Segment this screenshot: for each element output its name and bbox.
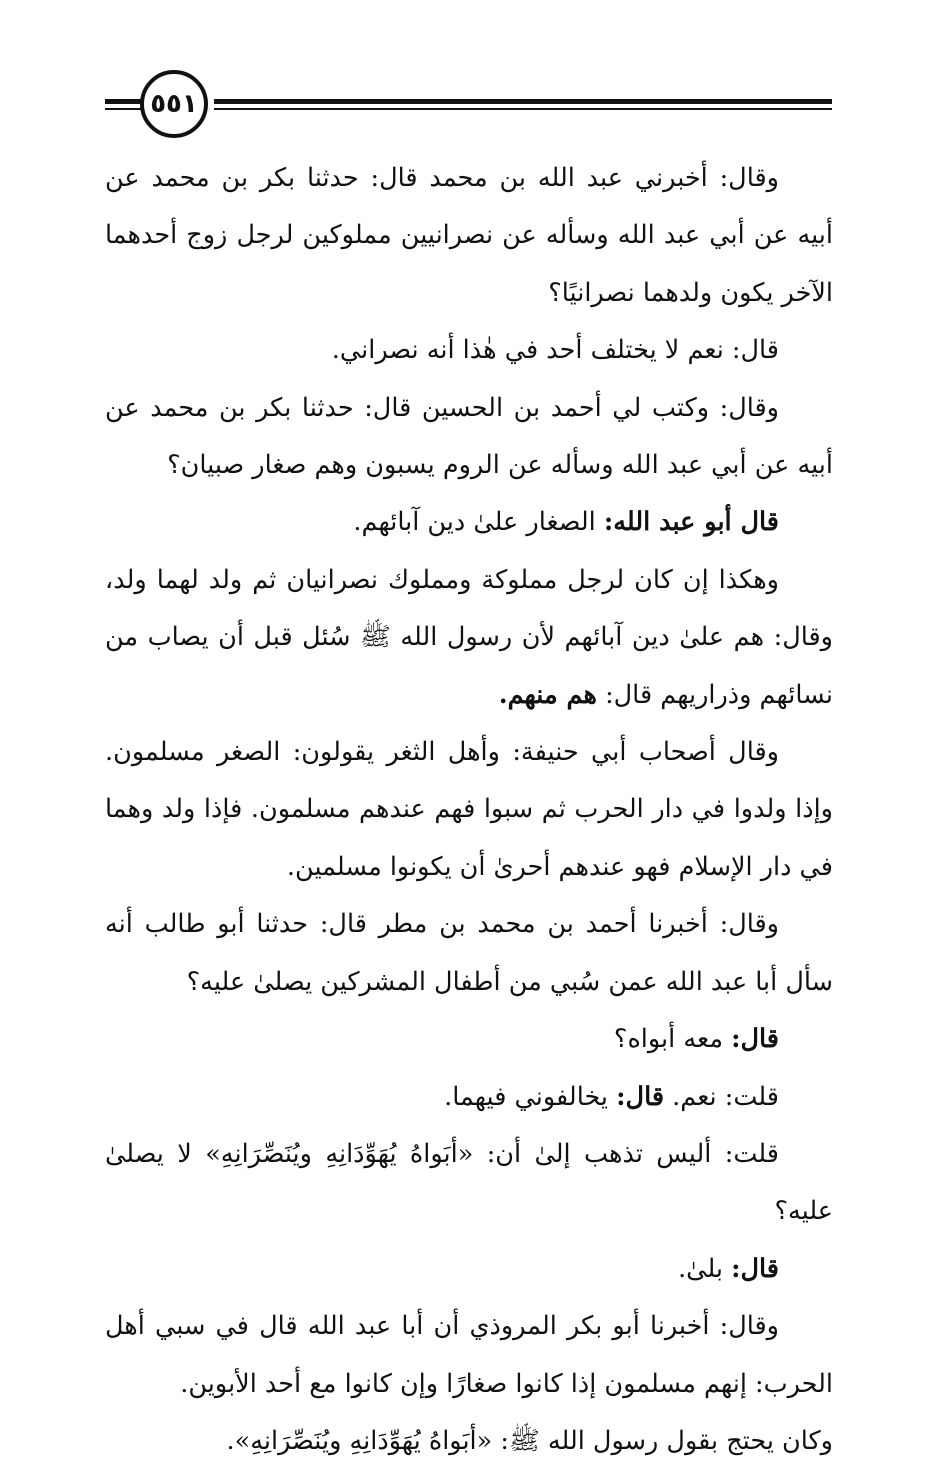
hadith-quote: «أبَواهُ يُهَوِّدَانِهِ ويُنَصِّرَانِهِ» bbox=[205, 1138, 474, 1169]
emphasis-text: هم منهم. bbox=[498, 679, 597, 710]
header-rule bbox=[214, 108, 832, 110]
paragraph-text: بلىٰ. bbox=[678, 1253, 732, 1284]
paragraph: وقال: أخبرنا أبو بكر المروذي أن أبا عبد الله قال في سبي أهل الحرب: إنهم مسلمون إذا كانوا صغارًا وإن كانوا مع أحد الأبوين. bbox=[105, 1311, 833, 1399]
speaker-label: قال: bbox=[731, 1024, 779, 1055]
paragraph-text: يخالفوني فيهما. bbox=[444, 1081, 617, 1112]
speaker-label: قال أبو عبد الله: bbox=[603, 507, 779, 538]
paragraph-text: الصغار علىٰ دين آبائهم. bbox=[353, 507, 604, 538]
paragraph-text: معه أبواه؟ bbox=[613, 1024, 732, 1055]
paragraph bbox=[105, 1069, 833, 1126]
header-rule bbox=[105, 108, 145, 110]
hadith-quote: «أبَواهُ يُهَوِّدَانِهِ ويُنَصِّرَانِهِ». bbox=[226, 1425, 493, 1456]
speaker-label: قال: bbox=[616, 1081, 665, 1112]
paragraph: وقال: أخبرنا أحمد بن محمد بن مطر قال: حدثنا أبو طالب أنه سأل أبا عبد الله عمن سُبي من أطفال المشركين يصلىٰ عليه؟ bbox=[105, 909, 833, 997]
paragraph-text: وهكذا إن كان لرجل مملوكة ومملوك نصرانيان ثم ولد لهما ولد، وقال: هم علىٰ دين آبائهم لأن رسول الله ﷺ سُئل قبل أن يصاب من نسائهم وذراريهم قال: bbox=[105, 564, 833, 710]
paragraph bbox=[105, 1126, 833, 1241]
speaker-label: قال: bbox=[731, 1253, 779, 1284]
page-number: ٥٥١ bbox=[140, 70, 208, 138]
paragraph bbox=[105, 1413, 833, 1470]
paragraph: وقال: أخبرني عبد الله بن محمد قال: حدثنا بكر بن محمد عن أبيه عن أبي عبد الله وسأله عن نصرانيين مملوكين لرجل زوج أحدهما الآخر يكون ولدهما نصرانيًا؟ bbox=[105, 163, 833, 308]
paragraph: وقال: وكتب لي أحمد بن الحسين قال: حدثنا بكر بن محمد عن أبيه عن أبي عبد الله وسأله عن الروم يسبون وهم صغار صبيان؟ bbox=[105, 392, 833, 481]
paragraph bbox=[105, 1241, 833, 1298]
paragraph: قال: نعم لا يختلف أحد في هٰذا أنه نصراني. bbox=[331, 335, 779, 366]
paragraph-text: قلت: أليس تذهب إلىٰ أن: bbox=[473, 1138, 779, 1169]
paragraph bbox=[105, 552, 833, 724]
paragraph: وقال أصحاب أبي حنيفة: وأهل الثغر يقولون: الصغر مسلمون. وإذا ولدوا في دار الحرب ثم سبوا فهم عندهم مسلمون. فإذا ولد وهما في دار الإسلام فهو عندهم أحرىٰ أن يكونوا مسلمين. bbox=[105, 737, 833, 882]
page-header bbox=[0, 0, 946, 160]
header-rule bbox=[214, 99, 832, 104]
paragraph-text: قلت: نعم. bbox=[664, 1081, 779, 1112]
paragraph-text: لا يصلىٰ عليه؟ bbox=[105, 1138, 833, 1227]
header-rule bbox=[105, 99, 145, 104]
body-text bbox=[105, 150, 833, 1470]
paragraph-text: وكان يحتج بقول رسول الله ﷺ: bbox=[492, 1425, 833, 1456]
paragraph bbox=[105, 494, 833, 551]
paragraph bbox=[105, 1011, 833, 1068]
